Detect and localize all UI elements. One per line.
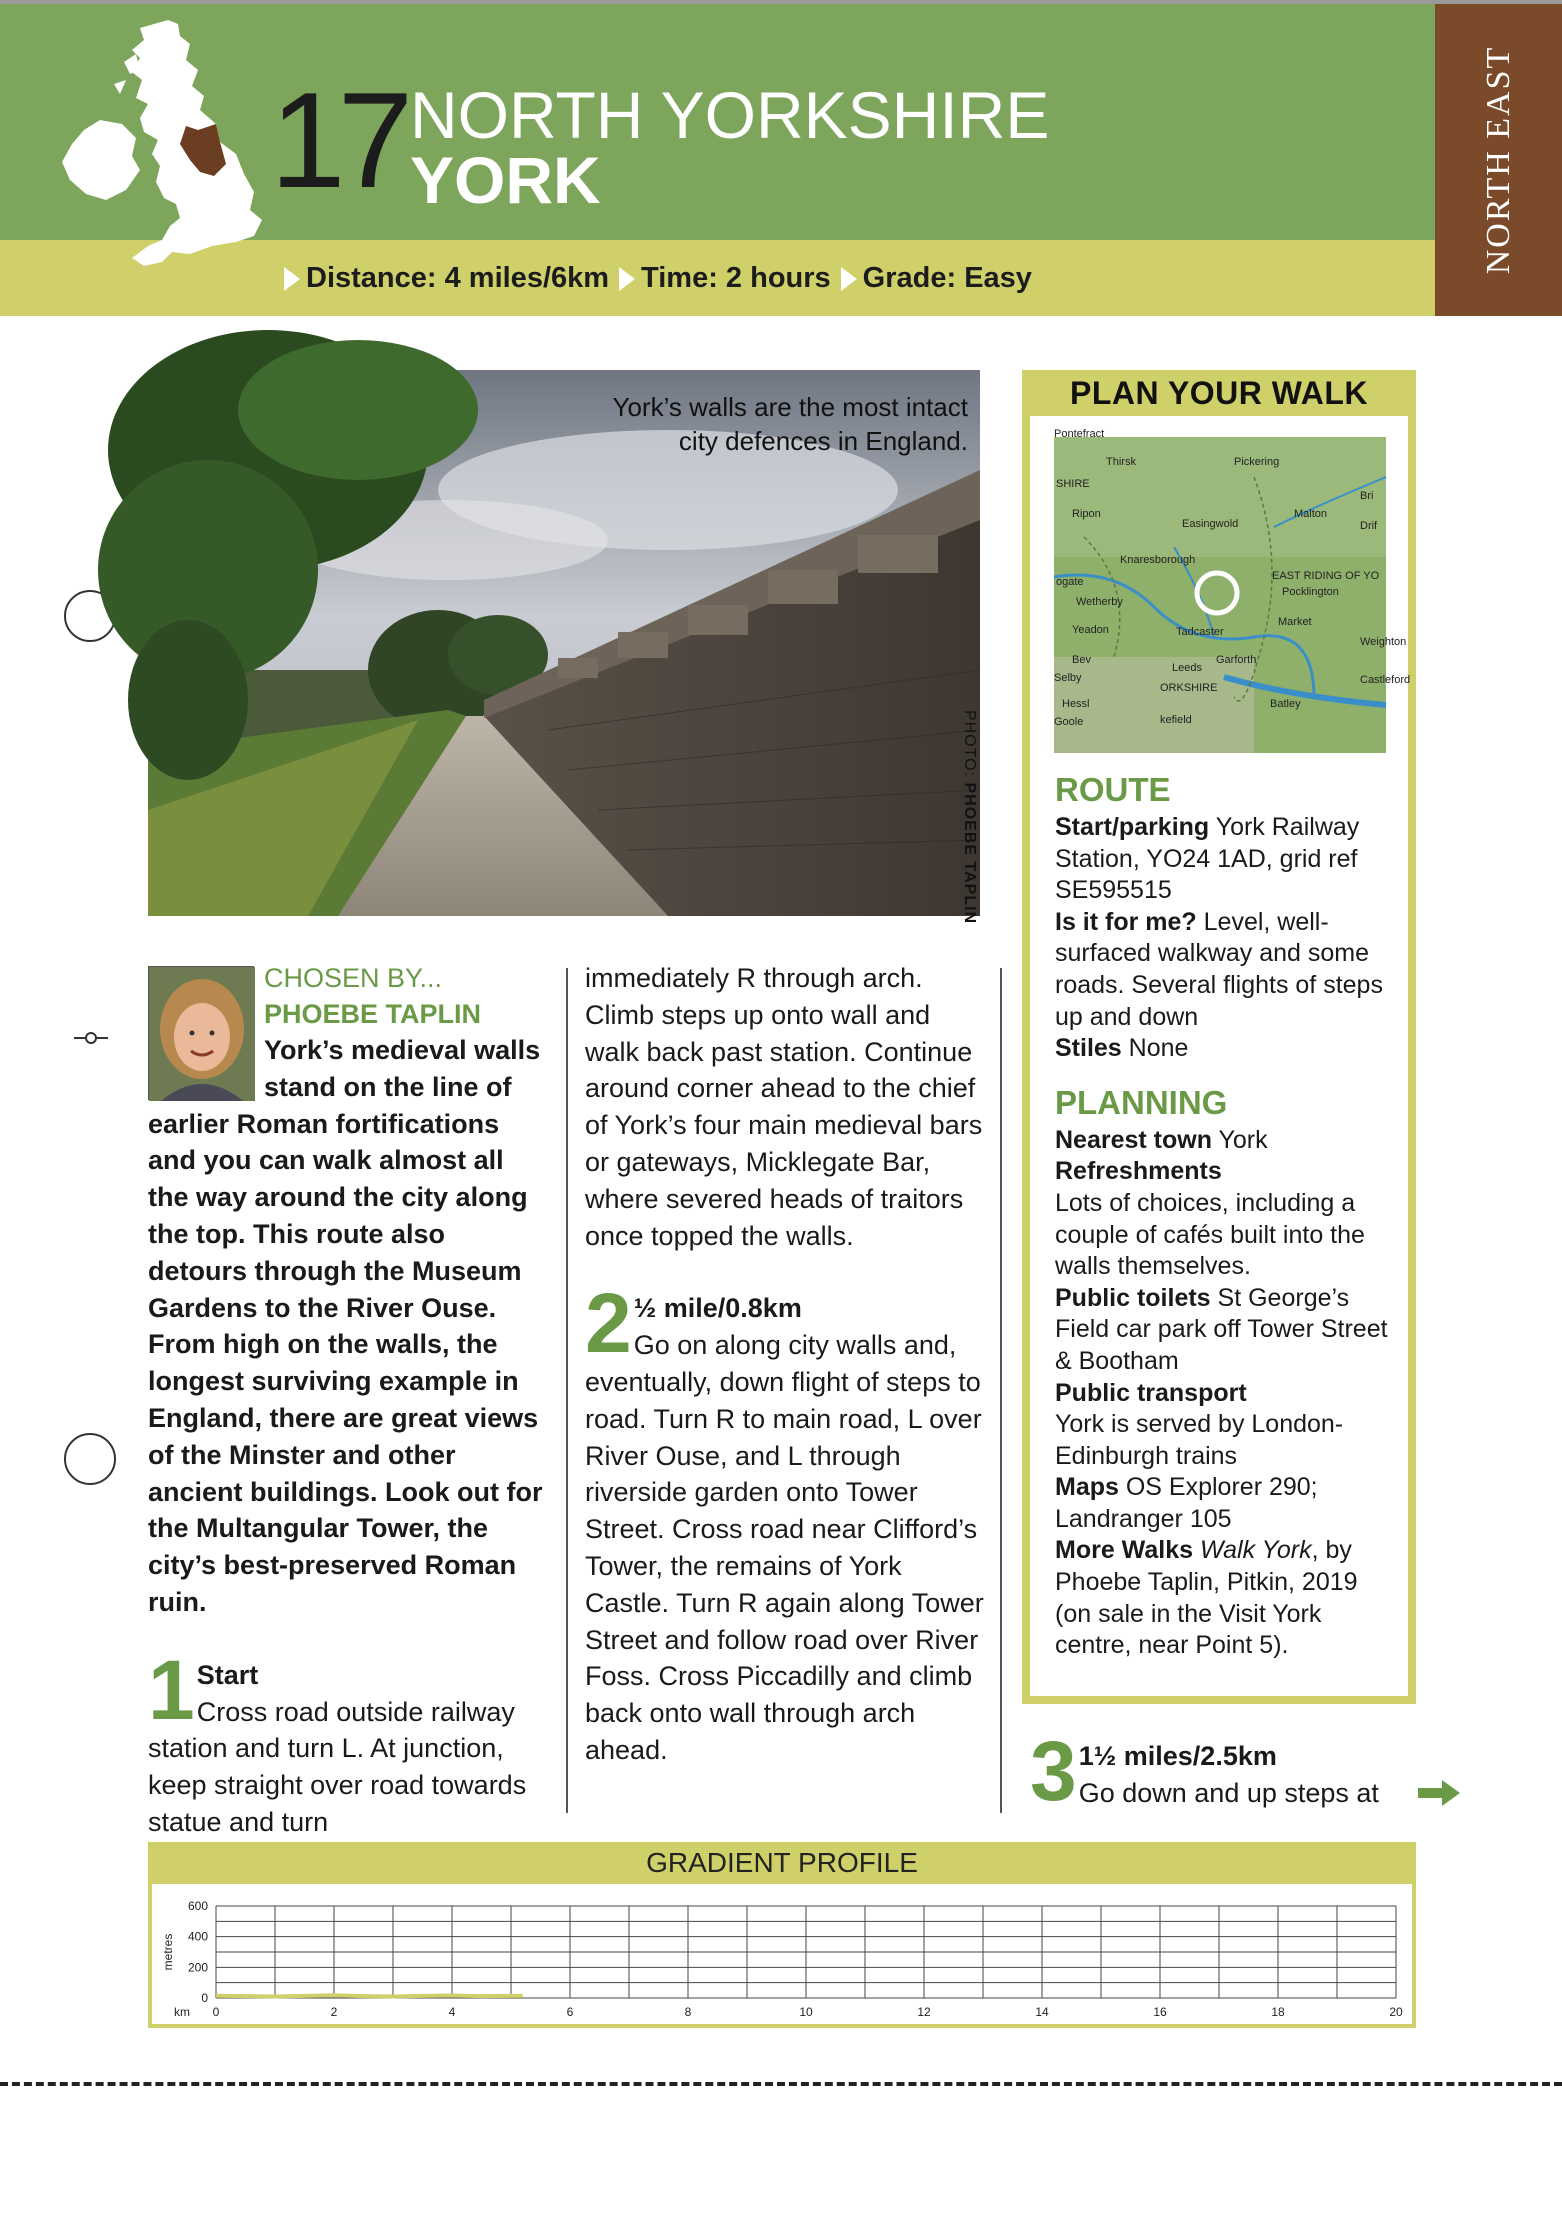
column-divider [566,968,568,1813]
map-place-label: Pontefract [1054,428,1105,440]
article-column-2 [585,960,985,1769]
map-place-label: Pocklington [1282,586,1339,598]
step-1 [148,1642,548,1841]
map-place-label: Yeadon [1072,624,1109,636]
map-place-label: Tadcaster [1176,626,1224,638]
route-section [1055,770,1400,1065]
column-divider [1000,968,1002,1813]
x-tick-label: 8 [684,2005,692,2019]
map-place-label: Ripon [1072,508,1101,520]
step-number: 2 [585,1276,632,1371]
triangle-bullet-icon [619,267,635,291]
map-place-label: Castleford [1360,674,1411,686]
map-place-label: Thirsk [1106,456,1136,468]
step-heading: Start [196,1659,259,1690]
map-place-label: ogate [1056,576,1084,588]
x-tick-label: 14 [1035,2005,1049,2019]
step-1-continued: immediately R through arch. Climb steps up onto wall and walk back past station. Continue around corner ahead to the chief of York’s four main medieval bars or gateways, Micklegate Bar, where severed heads of traitors once topped the walls. [585,963,983,1251]
step-number: 1 [148,1642,195,1737]
intro-text: York’s medieval walls stand on the line of earlier Roman fortifications and you can walk almost all the way around the city along the top. This route also detours through the Museum Gardens to the River Ouse. From high on the walls, the longest surviving example in England, there are great views of the Minster and other ancient buildings. Look out for the Multangular Tower, the city’s best-preserved Roman ruin. [148,1035,543,1617]
punch-hole [64,1433,116,1485]
chosen-by-label: CHOSEN BY... [264,963,443,993]
step-text: Go on along city walls and, eventually, down flight of steps to road. Turn R to main road, L over River Ouse, and L through riverside garden onto Tower Street. Cross road near Clifford’s Tower, the remains of York Castle. Turn R again along Tower Street and follow road over River Foss. Cross Piccadilly and climb back onto wall through arch ahead. [585,1330,984,1765]
y-tick-label: 600 [187,1899,208,1913]
hero-photo [148,370,980,916]
article-column-3 [1030,1724,1410,1818]
triangle-bullet-icon [284,267,300,291]
x-tick-label: 12 [917,2005,931,2019]
start-parking: Start/parking York Railway Station, YO24 1AD, grid ref SE595515 [1055,813,1360,905]
map-place-label: kefield [1160,714,1192,726]
photo-credit: PHOTO: PHOEBE TAPLIN [961,710,978,925]
step-heading: ½ mile/0.8km [633,1293,802,1324]
x-tick-label: 10 [799,2005,813,2019]
map-place-label: Goole [1054,716,1084,728]
uk-locator-map-icon [40,14,270,276]
step-2 [585,1276,985,1768]
gradient-profile-chart [152,1884,1412,2024]
map-place-label: SHIRE [1056,478,1090,490]
photo-caption: York’s walls are the most intact city defences in England. [612,392,968,456]
map-place-label: Bri [1360,490,1374,502]
map-place-label: Market [1278,616,1312,628]
refreshments-label: Refreshments [1055,1157,1222,1186]
is-it-for-me: Is it for me? Level, well-surfaced walkway and some roads. Several flights of steps up and down [1055,907,1383,1031]
stat-distance: Distance: 4 miles/6km [284,262,609,295]
planning-section [1055,1083,1400,1662]
walk-number: 17 [270,64,406,216]
planning-heading: PLANNING [1055,1083,1228,1121]
area-map [1054,428,1411,753]
transport-label: Public transport [1055,1378,1247,1407]
map-place-label: Weighton [1360,636,1407,648]
y-tick-label: 200 [187,1960,208,1975]
step-number: 3 [1030,1724,1077,1818]
maps: Maps OS Explorer 290; Landranger 105 [1055,1473,1318,1533]
x-tick-label: 16 [1153,2005,1167,2019]
step-3 [1030,1724,1410,1818]
x-tick-label: 4 [448,2005,456,2019]
map-place-label: Pickering [1234,456,1280,468]
continue-arrow-icon [1416,1778,1462,1808]
x-axis-label: km [174,2005,190,2019]
map-place-label: ORKSHIRE [1160,682,1218,694]
x-tick-label: 0 [212,2005,220,2019]
author-portrait [148,966,254,1100]
walk-county: NORTH YORKSHIRE [410,78,1050,152]
triangle-bullet-icon [841,267,857,291]
step-text: Go down and up steps at [1078,1777,1379,1808]
map-place-label: Selby [1054,672,1082,684]
region-tab-label: NORTH EAST [1479,45,1517,275]
map-place-label: Drif [1360,520,1378,532]
walk-town: YORK [410,143,601,217]
map-place-label: Wetherby [1076,596,1123,608]
map-place-label: EAST RIDING OF YO [1272,570,1380,582]
walk-stats [284,262,1042,295]
x-tick-label: 6 [566,2005,574,2019]
map-place-label: Leeds [1172,662,1202,674]
stiles: Stiles None [1055,1034,1189,1063]
nearest-town: Nearest town York [1055,1125,1268,1154]
step-heading: 1½ miles/2.5km [1078,1741,1277,1771]
map-place-label: Knaresborough [1120,554,1196,566]
region-tab [1435,4,1562,316]
refreshments-text: Lots of choices, including a couple of cafés built into the walls themselves. [1055,1188,1365,1281]
map-place-label: Malton [1294,508,1328,520]
route-heading: ROUTE [1055,771,1171,808]
x-tick-label: 20 [1389,2005,1403,2019]
map-place-label: Garforth [1216,654,1257,666]
more-walks: More Walks Walk York, by Phoebe Taplin, Pitkin, 2019 (on sale in the Visit York centre, near Point 5). [1055,1536,1358,1660]
x-tick-label: 2 [330,2005,338,2019]
gradient-title: GRADIENT PROFILE [148,1842,1416,1884]
y-tick-label: 0 [201,1991,208,2005]
map-place-label: Easingwold [1182,518,1239,530]
public-toilets: Public toilets St George’s Field car park off Tower Street & Bootham [1055,1283,1388,1375]
elevation-line [216,1995,523,1996]
stat-grade: Grade: Easy [841,262,1032,295]
plan-content [1055,770,1400,1680]
map-place-label: Hessl [1062,698,1090,710]
map-place-label: Bev [1072,654,1091,666]
y-axis-label: metres [161,1933,175,1971]
author-name: PHOEBE TAPLIN [264,999,482,1029]
y-tick-label: 400 [187,1929,208,1944]
plan-title: PLAN YOUR WALK [1022,370,1416,416]
transport-text: York is served by London-Edinburgh trains [1055,1410,1344,1470]
step-text: Cross road outside railway station and turn L. At junction, keep straight over road towards statue and turn [148,1696,527,1837]
article-column-1 [148,960,548,1841]
stat-time: Time: 2 hours [619,262,831,295]
punch-target-icon [74,1030,108,1046]
map-place-label: Batley [1270,698,1301,710]
x-tick-label: 18 [1271,2005,1285,2019]
cut-line [0,2082,1562,2086]
